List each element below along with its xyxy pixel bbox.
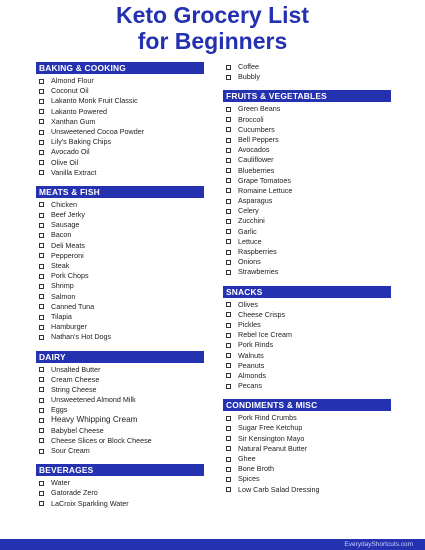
- checkbox[interactable]: [226, 457, 231, 462]
- list-item-sir-kensington-mayo: [223, 434, 391, 444]
- list-item-grape-tomatoes: [223, 176, 391, 186]
- checkbox[interactable]: [226, 107, 231, 112]
- list-item-label: Sir Kensington Mayo: [238, 433, 305, 443]
- list-item-zucchini: [223, 216, 391, 226]
- list-item-label: Peanuts: [238, 360, 265, 370]
- list-item-label: Lettuce: [238, 236, 262, 246]
- checkbox[interactable]: [226, 343, 231, 348]
- list-item-label: Lily's Baking Chips: [51, 137, 112, 147]
- list-item-label: Cheese Slices or Block Cheese: [51, 435, 152, 445]
- list-item-raspberries: [223, 247, 391, 257]
- checkbox[interactable]: [226, 148, 231, 153]
- checkbox[interactable]: [39, 213, 44, 218]
- list-item-celery: [223, 206, 391, 216]
- checkbox[interactable]: [226, 312, 231, 317]
- section-dairy: [36, 351, 204, 457]
- list-item-label: Sausage: [51, 220, 80, 230]
- list-item-label: Lakanto Powered: [51, 106, 107, 116]
- list-item-romaine-lettuce: [223, 186, 391, 196]
- checkbox[interactable]: [39, 294, 44, 299]
- checkbox[interactable]: [39, 367, 44, 372]
- list-item-label: Deli Meats: [51, 240, 85, 250]
- checkbox[interactable]: [39, 304, 44, 309]
- checkbox[interactable]: [226, 436, 231, 441]
- list-item-pickles: [223, 320, 391, 330]
- section-header-beverages: BEVERAGES: [36, 464, 204, 476]
- checkbox[interactable]: [39, 428, 44, 433]
- checkbox[interactable]: [226, 487, 231, 492]
- list-item-label: Pecans: [238, 381, 262, 391]
- checkbox[interactable]: [39, 223, 44, 228]
- list-item-label: Celery: [238, 206, 259, 216]
- list-item-label: Spices: [238, 474, 260, 484]
- checkbox[interactable]: [226, 250, 231, 255]
- list-item-label: Nathan's Hot Dogs: [51, 332, 112, 342]
- list-item-label: Chicken: [51, 199, 77, 209]
- list-item-unsweetened-cocoa-powder: [36, 127, 204, 137]
- checkbox[interactable]: [226, 426, 231, 431]
- checkbox[interactable]: [226, 138, 231, 143]
- list-item-label: Tilapia: [51, 311, 72, 321]
- list-item-label: Steak: [51, 261, 70, 270]
- list-item-walnuts: [223, 351, 391, 361]
- list-item-cucumbers: [223, 125, 391, 135]
- checkbox[interactable]: [226, 363, 231, 368]
- list-item-label: Hamburger: [51, 322, 87, 332]
- list-item-label: Pickles: [238, 319, 261, 329]
- footer-website[interactable]: EverydayShortcuts.com: [344, 541, 413, 548]
- list-item-label: Green Beans: [238, 104, 281, 114]
- list-item-label: Ghee: [238, 454, 256, 463]
- checkbox[interactable]: [226, 333, 231, 338]
- list-item-pork-rinds: [223, 340, 391, 350]
- list-item-label: Pepperoni: [51, 250, 84, 260]
- checkbox[interactable]: [226, 323, 231, 328]
- list-item-vanilla-extract: [36, 168, 204, 178]
- checkbox[interactable]: [226, 168, 231, 173]
- list-item-label: Pork Rind Crumbs: [238, 413, 297, 423]
- checkbox[interactable]: [226, 229, 231, 234]
- list-item-steak: [36, 261, 204, 271]
- list-item-label: Cream Cheese: [51, 374, 100, 384]
- list-item-beef-jerky: [36, 210, 204, 220]
- checkbox[interactable]: [39, 481, 44, 486]
- list-item-bubbly: [223, 72, 391, 82]
- list-item-label: Sugar Free Ketchup: [238, 423, 303, 433]
- list-item-label: Strawberries: [238, 267, 279, 277]
- list-item-rebel-ice-cream: [223, 330, 391, 340]
- list-item-gatorade-zero: [36, 488, 204, 498]
- list-item-hamburger: [36, 322, 204, 332]
- section-beverages-continued: [223, 62, 391, 82]
- list-item-label: Gatorade Zero: [51, 488, 98, 498]
- list-item-garlic: [223, 227, 391, 237]
- list-item-label: Beef Jerky: [51, 210, 85, 220]
- checkbox[interactable]: [39, 491, 44, 496]
- list-item-almond-flour: [36, 76, 204, 86]
- list-item-label: Unsalted Butter: [51, 364, 101, 374]
- list-item-shrimp: [36, 281, 204, 291]
- list-item-label: Cucumbers: [238, 124, 275, 134]
- list-item-label: Bell Peppers: [238, 134, 279, 144]
- list-item-water: [36, 478, 204, 488]
- list-item-pork-rind-crumbs: [223, 413, 391, 423]
- list-item-lettuce: [223, 237, 391, 247]
- list-item-coffee: [223, 62, 391, 72]
- list-item-unsweetened-almond-milk: [36, 395, 204, 405]
- checkbox[interactable]: [39, 398, 44, 403]
- list-item-asparagus: [223, 196, 391, 206]
- list-item-deli-meats: [36, 241, 204, 251]
- list-item-label: Blueberries: [238, 165, 275, 175]
- checkbox[interactable]: [39, 150, 44, 155]
- checkbox[interactable]: [39, 109, 44, 114]
- list-item-label: Low Carb Salad Dressing: [238, 484, 320, 494]
- list-item-label: Coconut Oil: [51, 86, 89, 96]
- list-item-string-cheese: [36, 385, 204, 395]
- section-baking: [36, 62, 204, 178]
- checkbox[interactable]: [226, 209, 231, 214]
- list-item-pork-chops: [36, 271, 204, 281]
- list-item-bone-broth: [223, 464, 391, 474]
- list-item-cheese-crisps: [223, 310, 391, 320]
- checkbox[interactable]: [226, 416, 231, 421]
- list-item-label: Asparagus: [238, 196, 273, 206]
- list-item-peanuts: [223, 361, 391, 371]
- checkbox[interactable]: [39, 140, 44, 145]
- section-meats: [36, 186, 204, 343]
- checkbox[interactable]: [39, 274, 44, 279]
- list-item-pecans: [223, 381, 391, 391]
- list-item-label: Shrimp: [51, 281, 74, 291]
- checkbox[interactable]: [226, 239, 231, 244]
- section-condiments: [223, 399, 391, 495]
- list-item-label: Xanthan Gum: [51, 116, 96, 126]
- list-item-label: Salmon: [51, 291, 76, 301]
- list-item-label: Bone Broth: [238, 464, 274, 474]
- list-item-ghee: [223, 454, 391, 464]
- section-header-meats: MEATS & FISH: [36, 186, 204, 198]
- list-item-green-beans: [223, 104, 391, 114]
- list-item-label: Avocados: [238, 145, 270, 155]
- list-item-natural-peanut-butter: [223, 444, 391, 454]
- section-fruits: [223, 90, 391, 277]
- list-item-label: Heavy Whipping Cream: [51, 415, 138, 425]
- list-item-label: Unsweetened Cocoa Powder: [51, 126, 145, 136]
- list-item-label: Onions: [238, 257, 261, 267]
- checkbox[interactable]: [226, 353, 231, 358]
- title-line-1: Keto Grocery List: [116, 2, 309, 28]
- list-item-almonds: [223, 371, 391, 381]
- list-item-salmon: [36, 292, 204, 302]
- list-item-label: Raspberries: [238, 247, 277, 256]
- list-item-label: Almonds: [238, 370, 266, 380]
- list-item-label: Cheese Crisps: [238, 309, 286, 319]
- list-item-label: Bacon: [51, 230, 72, 240]
- checkbox[interactable]: [39, 202, 44, 207]
- list-item-strawberries: [223, 267, 391, 277]
- list-item-label: Water: [51, 478, 70, 488]
- list-item-label: Sour Cream: [51, 446, 90, 455]
- list-item-coconut-oil: [36, 86, 204, 96]
- checkbox[interactable]: [39, 449, 44, 454]
- list-item-label: Walnuts: [238, 350, 264, 360]
- list-item-avocados: [223, 145, 391, 155]
- list-item-blueberries: [223, 166, 391, 176]
- list-item-label: Lakanto Monk Fruit Classic: [51, 96, 138, 106]
- list-item-label: Zucchini: [238, 216, 265, 226]
- list-item-bell-peppers: [223, 135, 391, 145]
- checkbox[interactable]: [226, 199, 231, 204]
- checkbox[interactable]: [39, 130, 44, 135]
- list-item-label: Rebel Ice Cream: [238, 330, 292, 340]
- list-item-label: Babybel Cheese: [51, 425, 104, 435]
- list-item-canned-tuna: [36, 302, 204, 312]
- section-beverages: [36, 464, 204, 509]
- checkbox[interactable]: [39, 377, 44, 382]
- list-item-xanthan-gum: [36, 117, 204, 127]
- right-column: [223, 62, 391, 503]
- list-item-label: String Cheese: [51, 384, 97, 394]
- checkbox[interactable]: [226, 75, 231, 80]
- checkbox[interactable]: [39, 253, 44, 258]
- section-header-fruits: FRUITS & VEGETABLES: [223, 90, 391, 102]
- checkbox[interactable]: [226, 384, 231, 389]
- checkbox[interactable]: [226, 127, 231, 132]
- list-item-label: Natural Peanut Butter: [238, 443, 308, 453]
- checkbox[interactable]: [39, 418, 44, 423]
- list-item-low-carb-salad-dressing: [223, 485, 391, 495]
- list-item-chicken: [36, 200, 204, 210]
- list-item-nathan-s-hot-dogs: [36, 332, 204, 342]
- checkbox[interactable]: [39, 160, 44, 165]
- list-item-label: Bubbly: [238, 72, 260, 82]
- list-item-label: Grape Tomatoes: [238, 175, 292, 185]
- list-item-label: Pork Rinds: [238, 340, 274, 350]
- list-item-label: Olives: [238, 299, 258, 309]
- list-item-pepperoni: [36, 251, 204, 261]
- checkbox[interactable]: [226, 178, 231, 183]
- checkbox[interactable]: [39, 264, 44, 269]
- list-item-label: Pork Chops: [51, 271, 89, 281]
- list-item-cauliflower: [223, 155, 391, 165]
- checkbox[interactable]: [226, 260, 231, 265]
- list-item-label: Canned Tuna: [51, 301, 95, 311]
- section-header-condiments: CONDIMENTS & MISC: [223, 399, 391, 411]
- checkbox[interactable]: [39, 99, 44, 104]
- list-item-olive-oil: [36, 158, 204, 168]
- checkbox[interactable]: [39, 335, 44, 340]
- checkbox[interactable]: [226, 467, 231, 472]
- list-item-label: Cauliflower: [238, 155, 274, 165]
- list-item-olives: [223, 300, 391, 310]
- list-item-label: Romaine Lettuce: [238, 185, 293, 195]
- checkbox[interactable]: [226, 477, 231, 482]
- checkbox[interactable]: [226, 373, 231, 378]
- list-item-cream-cheese: [36, 375, 204, 385]
- checkbox[interactable]: [39, 315, 44, 320]
- list-item-sour-cream: [36, 446, 204, 456]
- list-item-label: Avocado Oil: [51, 147, 90, 157]
- list-item-label: Olive Oil: [51, 157, 79, 167]
- list-item-unsalted-butter: [36, 365, 204, 375]
- checkbox[interactable]: [226, 446, 231, 451]
- list-item-avocado-oil: [36, 147, 204, 157]
- checkbox[interactable]: [39, 284, 44, 289]
- checkbox[interactable]: [39, 408, 44, 413]
- section-header-snacks: SNACKS: [223, 286, 391, 298]
- list-item-label: Garlic: [238, 226, 257, 236]
- checkbox[interactable]: [226, 270, 231, 275]
- list-item-tilapia: [36, 312, 204, 322]
- checkbox[interactable]: [39, 387, 44, 392]
- checkbox[interactable]: [226, 65, 231, 70]
- checkbox[interactable]: [39, 501, 44, 506]
- list-item-label: Broccoli: [238, 114, 264, 124]
- list-item-eggs: [36, 405, 204, 415]
- list-item-bacon: [36, 230, 204, 240]
- checkbox[interactable]: [226, 188, 231, 193]
- checkbox[interactable]: [39, 79, 44, 84]
- checkbox[interactable]: [39, 170, 44, 175]
- checkbox[interactable]: [226, 117, 231, 122]
- checkbox[interactable]: [39, 89, 44, 94]
- checkbox[interactable]: [39, 325, 44, 330]
- list-item-lakanto-monk-fruit-classic: [36, 96, 204, 106]
- checkbox[interactable]: [39, 119, 44, 124]
- list-item-spices: [223, 474, 391, 484]
- list-item-sugar-free-ketchup: [223, 423, 391, 433]
- checkbox[interactable]: [226, 219, 231, 224]
- section-header-baking: BAKING & COOKING: [36, 62, 204, 74]
- section-header-dairy: DAIRY: [36, 351, 204, 363]
- list-item-label: Unsweetened Almond Milk: [51, 395, 136, 405]
- left-column: [36, 62, 204, 517]
- title-line-2: for Beginners: [137, 28, 288, 54]
- page-title: [0, 2, 425, 54]
- list-item-label: LaCroix Sparkling Water: [51, 498, 129, 508]
- list-item-cheese-slices-or-block-cheese: [36, 436, 204, 446]
- list-item-broccoli: [223, 115, 391, 125]
- checkbox[interactable]: [39, 438, 44, 443]
- checkbox[interactable]: [39, 243, 44, 248]
- checkbox[interactable]: [39, 233, 44, 238]
- list-item-onions: [223, 257, 391, 267]
- list-item-label: Eggs: [51, 405, 68, 415]
- section-snacks: [223, 286, 391, 392]
- checkbox[interactable]: [226, 158, 231, 163]
- list-item-babybel-cheese: [36, 426, 204, 436]
- list-item-heavy-whipping-cream: [36, 415, 204, 425]
- list-item-lakanto-powered: [36, 107, 204, 117]
- list-item-label: Coffee: [238, 62, 260, 71]
- list-item-lacroix-sparkling-water: [36, 499, 204, 509]
- list-item-sausage: [36, 220, 204, 230]
- list-item-label: Vanilla Extract: [51, 167, 97, 177]
- checkbox[interactable]: [226, 302, 231, 307]
- list-item-label: Almond Flour: [51, 76, 94, 85]
- list-item-lily-s-baking-chips: [36, 137, 204, 147]
